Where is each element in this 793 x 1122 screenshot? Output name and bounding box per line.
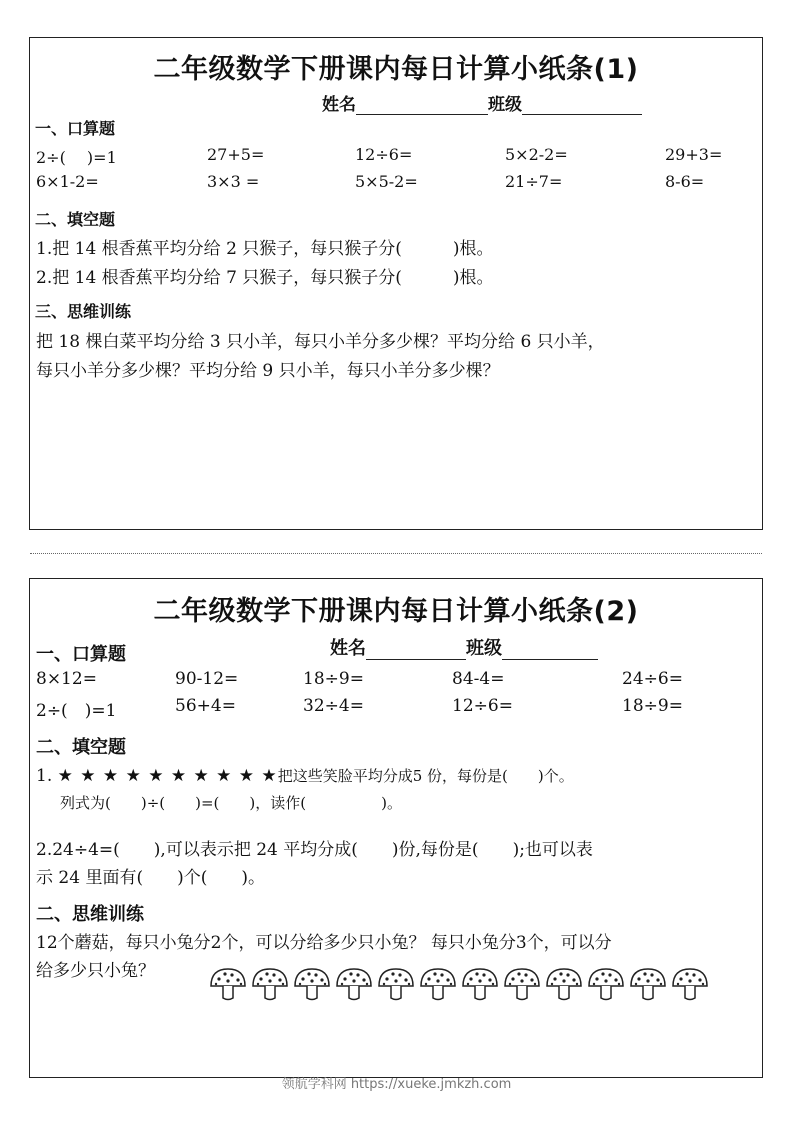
oral-item: 12÷6= <box>355 145 413 164</box>
oral-item: 29+3= <box>665 145 723 164</box>
question-number: 1. <box>36 766 53 786</box>
fill-question-2-line-2: 示 24 里面有( )个( )。 <box>36 868 265 888</box>
star-row: ★ ★ ★ ★ ★ ★ ★ ★ ★ ★ <box>57 766 278 786</box>
class-blank[interactable] <box>502 642 598 660</box>
mushroom-icon <box>334 965 374 1003</box>
oral-item: 90-12= <box>175 669 239 689</box>
oral-item: 5×5-2= <box>355 172 418 191</box>
fill-question-1-text: 把这些笑脸平均分成5 份，每份是( )个。 <box>277 767 574 785</box>
mushroom-icon <box>208 965 248 1003</box>
oral-item: 27+5= <box>207 145 265 164</box>
oral-item: 18÷9= <box>303 669 364 689</box>
section-oral-heading: 一、口算题 <box>35 119 116 138</box>
think-line-2: 给多少只小兔？ <box>36 961 155 981</box>
oral-item: 84-4= <box>452 669 505 689</box>
oral-item: 3×3 = <box>207 172 260 191</box>
sheet-2 <box>29 578 763 1078</box>
think-line-1: 12个蘑菇，每只小兔分2个，可以分给多少只小兔？ 每只小兔分3个，可以分 <box>36 933 612 953</box>
oral-item: 24÷6= <box>622 669 683 689</box>
fill-question-2: 2.把 14 根香蕉平均分给 7 只猴子，每只猴子分( )根。 <box>36 268 494 288</box>
mushroom-icon <box>544 965 584 1003</box>
mushroom-icon <box>670 965 710 1003</box>
fill-question-1: 1.把 14 根香蕉平均分给 2 只猴子，每只猴子分( )根。 <box>36 239 494 259</box>
oral-item: 2÷( )=1 <box>36 701 117 721</box>
mushroom-icon <box>628 965 668 1003</box>
name-label: 姓名 <box>330 638 366 659</box>
name-label: 姓名 <box>322 95 356 115</box>
mushroom-icon <box>418 965 458 1003</box>
sheet-1 <box>29 37 763 530</box>
footer-watermark: 领航学科网 https://xueke.jmkzh.com <box>281 1077 512 1092</box>
mushroom-icon <box>460 965 500 1003</box>
name-blank[interactable] <box>366 642 466 660</box>
mushroom-icon <box>502 965 542 1003</box>
name-blank[interactable] <box>356 97 488 115</box>
name-class-row <box>330 634 598 660</box>
section-fill-heading: 二、填空题 <box>35 210 116 229</box>
section-think-heading: 二、思维训练 <box>36 904 144 925</box>
mushroom-icon <box>250 965 290 1003</box>
mushroom-icon <box>376 965 416 1003</box>
oral-item: 8×12= <box>36 669 97 689</box>
section-think-heading: 三、思维训练 <box>35 302 132 321</box>
oral-item: 32÷4= <box>303 696 364 716</box>
mushroom-row <box>208 965 712 1007</box>
oral-item: 21÷7= <box>505 172 563 191</box>
section-fill-heading: 二、填空题 <box>36 737 126 758</box>
class-label: 班级 <box>488 95 522 115</box>
section-oral-heading: 一、口算题 <box>36 644 126 665</box>
fill-question-2-line-1: 2.24÷4=( ),可以表示把 24 平均分成( )份,每份是( );也可以表 <box>36 840 593 860</box>
think-line-2: 每只小羊分多少棵？平均分给 9 只小羊，每只小羊分多少棵？ <box>36 361 500 381</box>
sheet-2-title: 二年级数学下册课内每日计算小纸条(2) <box>153 596 639 627</box>
name-class-row <box>322 90 642 115</box>
fill-question-1-formula: 列式为( )÷( )=( )，读作( )。 <box>60 794 402 812</box>
oral-item: 5×2-2= <box>505 145 568 164</box>
oral-item: 18÷9= <box>622 696 683 716</box>
oral-item: 8-6= <box>665 172 705 191</box>
cut-line <box>30 553 762 554</box>
oral-item: 6×1-2= <box>36 172 99 191</box>
think-line-1: 把 18 棵白菜平均分给 3 只小羊，每只小羊分多少棵？平均分给 6 只小羊， <box>36 332 605 352</box>
mushroom-icon <box>292 965 332 1003</box>
sheet-1-title: 二年级数学下册课内每日计算小纸条(1) <box>153 54 639 85</box>
oral-item: 2÷( )=1 <box>36 148 117 167</box>
class-blank[interactable] <box>522 97 642 115</box>
oral-item: 56+4= <box>175 696 236 716</box>
fill-question-1 <box>36 765 574 786</box>
mushroom-icon <box>586 965 626 1003</box>
oral-item: 12÷6= <box>452 696 513 716</box>
class-label: 班级 <box>466 638 502 659</box>
